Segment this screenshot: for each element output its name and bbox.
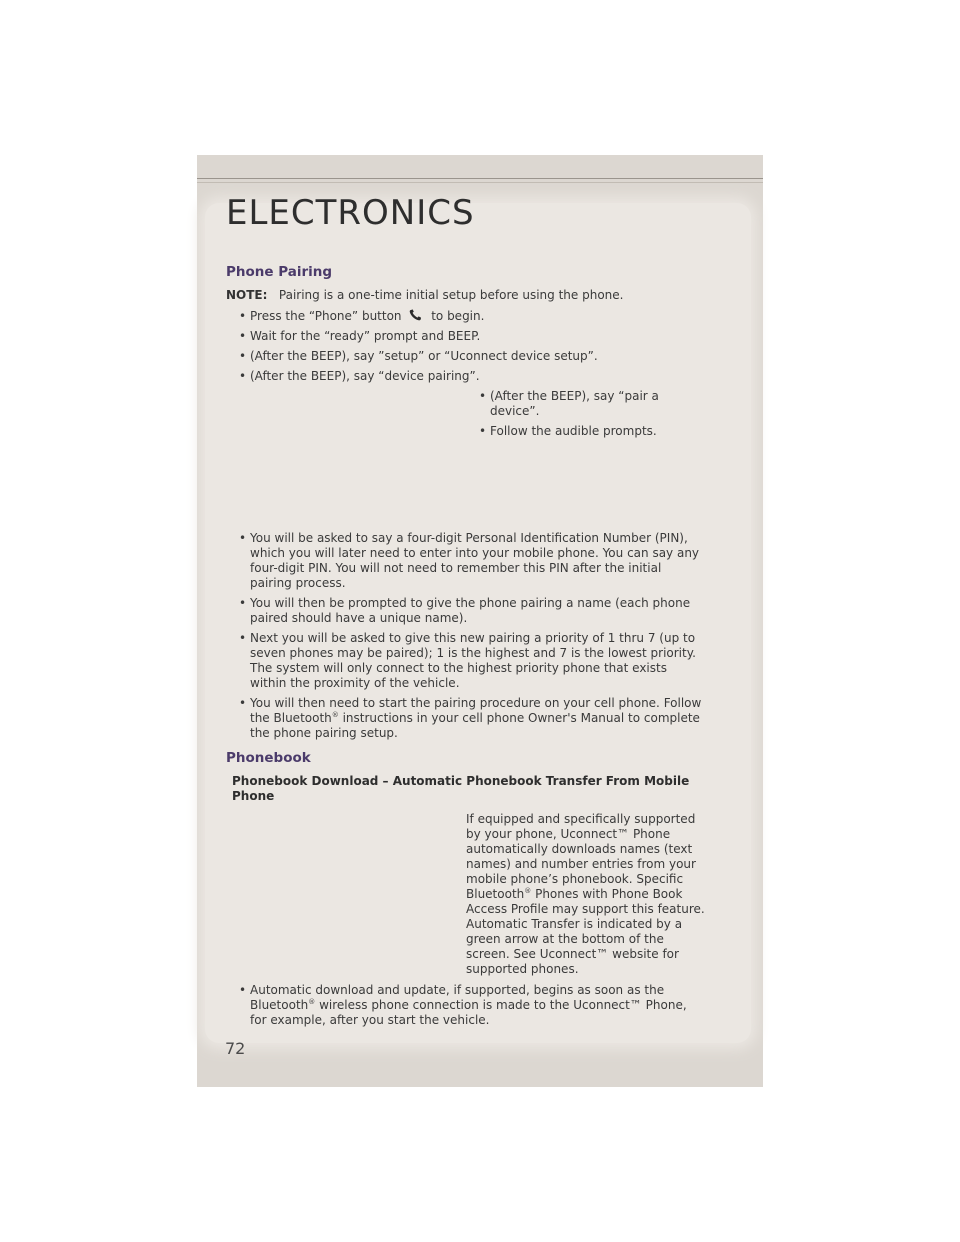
header-rule (197, 178, 763, 179)
step-text: Press the “Phone” button (250, 309, 402, 323)
list-item (226, 309, 706, 324)
step-text: to begin. (431, 309, 485, 323)
phonebook-list (226, 983, 706, 1028)
note-label: NOTE: (226, 288, 268, 302)
pairing-note (226, 288, 706, 303)
list-item: • Wait for the “ready” prompt and BEEP. (226, 329, 706, 344)
step-text: You will then need to start the pairing procedure on your cell phone. Follow the Bluetooth (250, 696, 702, 725)
list-item: • You will be asked to say a four-digit Personal Identification Number (PIN), which you will later need to enter into your mobile phone. You can say any four-digit PIN. You will not need to remember this PIN after the initial pairing process. (226, 531, 706, 591)
list-item: • (After the BEEP), say “device pairing”. (226, 369, 706, 384)
header-rule-secondary (197, 182, 763, 183)
page-number: 72 (225, 1039, 246, 1058)
registered-mark: ® (331, 711, 339, 719)
registered-mark: ® (308, 998, 316, 1006)
paragraph-text: Phones with Phone Book Access Profile may support this feature. Automatic Transfer is indicated by a green arrow at the bottom of the screen. See Uconnect™ website for supported phones. (466, 887, 705, 976)
bullet-text: wireless phone connection is made to the Uconnect™ Phone, for example, after you start the vehicle. (250, 998, 687, 1027)
pairing-steps-list (226, 309, 706, 384)
phonebook-subheading: Phonebook Download – Automatic Phonebook Transfer From Mobile Phone (232, 774, 690, 803)
list-item (226, 983, 706, 1028)
phonebook-paragraph (466, 812, 706, 977)
list-item: • (After the BEEP), say ”setup” or “Uconnect device setup”. (226, 349, 706, 364)
list-item: • Next you will be asked to give this new pairing a priority of 1 thru 7 (up to seven phones may be paired); 1 is the highest and 7 is the lowest priority. The system will only connect to the highest priority phone that exists within the proximity of the vehicle. (226, 631, 706, 691)
list-item: • Follow the audible prompts. (466, 424, 706, 439)
phonebook-heading: Phonebook (226, 750, 311, 766)
section-title: ELECTRONICS (226, 193, 475, 233)
page-content (226, 265, 706, 1033)
illustration-space (226, 444, 706, 531)
paragraph-text: If equipped and specifically supported by your phone, Uconnect™ Phone automatically downloads names (text names) and number entries from your mobile phone’s phonebook. Specific Bluetooth (466, 812, 696, 901)
list-item: • You will then be prompted to give the phone pairing a name (each phone paired should have a unique name). (226, 596, 706, 626)
note-text: Pairing is a one-time initial setup before using the phone. (278, 288, 624, 302)
step-text: instructions in your cell phone Owner's Manual to complete the phone pairing setup. (250, 711, 700, 740)
registered-mark: ® (524, 887, 532, 895)
phone-pairing-heading: Phone Pairing (226, 264, 333, 280)
manual-page (197, 155, 763, 1087)
pairing-steps-right-column (466, 389, 706, 439)
list-item: • (After the BEEP), say “pair a device”. (466, 389, 706, 419)
list-item (226, 696, 706, 741)
pairing-steps-continued (226, 531, 706, 741)
bullet-text: Automatic download and update, if supported, begins as soon as the Bluetooth (250, 983, 665, 1012)
phone-icon (409, 309, 423, 321)
